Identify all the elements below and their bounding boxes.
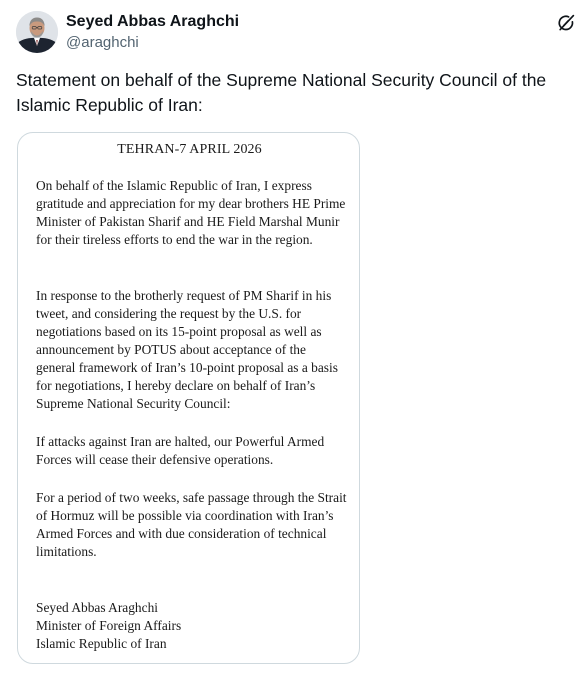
document-paragraph: On behalf of the Islamic Republic of Iran, I express gratitude and appreciation for my dear brothers HE Prime Minister of Pakistan Sharif and HE Field Marshal Munir for their tireless efforts to end the war in the region. bbox=[36, 178, 346, 247]
grok-icon[interactable] bbox=[556, 13, 576, 33]
document-paragraph: In response to the brotherly request of PM Sharif in his tweet, and considering the request by the U.S. for negotiations based on its 15-point proposal as well as announcement by POTUS about acceptance of the general framework of Iran’s 10-point proposal as a basis for negotiations, I hereby declare on behalf of Iran’s Supreme National Security Council: bbox=[36, 288, 338, 411]
signature-country: Islamic Republic of Iran bbox=[36, 636, 167, 651]
signature-name: Seyed Abbas Araghchi bbox=[36, 600, 158, 615]
document-dateline: TEHRAN-7 APRIL 2026 bbox=[117, 142, 262, 157]
author-handle[interactable]: @araghchi bbox=[66, 34, 139, 51]
avatar[interactable] bbox=[16, 11, 58, 53]
tweet-text: Statement on behalf of the Supreme National Security Council of the Islamic Republic of Iran: bbox=[16, 70, 547, 115]
author-display-name[interactable]: Seyed Abbas Araghchi bbox=[66, 13, 240, 30]
signature-title: Minister of Foreign Affairs bbox=[36, 618, 182, 633]
statement-image[interactable] bbox=[17, 132, 360, 664]
author-info bbox=[66, 12, 239, 53]
document-paragraph: If attacks against Iran are halted, our Powerful Armed Forces will cease their defensive operations. bbox=[36, 434, 325, 467]
document-paragraph: For a period of two weeks, safe passage through the Strait of Hormuz will be possible via coordination with Iran’s Armed Forces and with due consideration of technical limitations. bbox=[36, 490, 347, 559]
